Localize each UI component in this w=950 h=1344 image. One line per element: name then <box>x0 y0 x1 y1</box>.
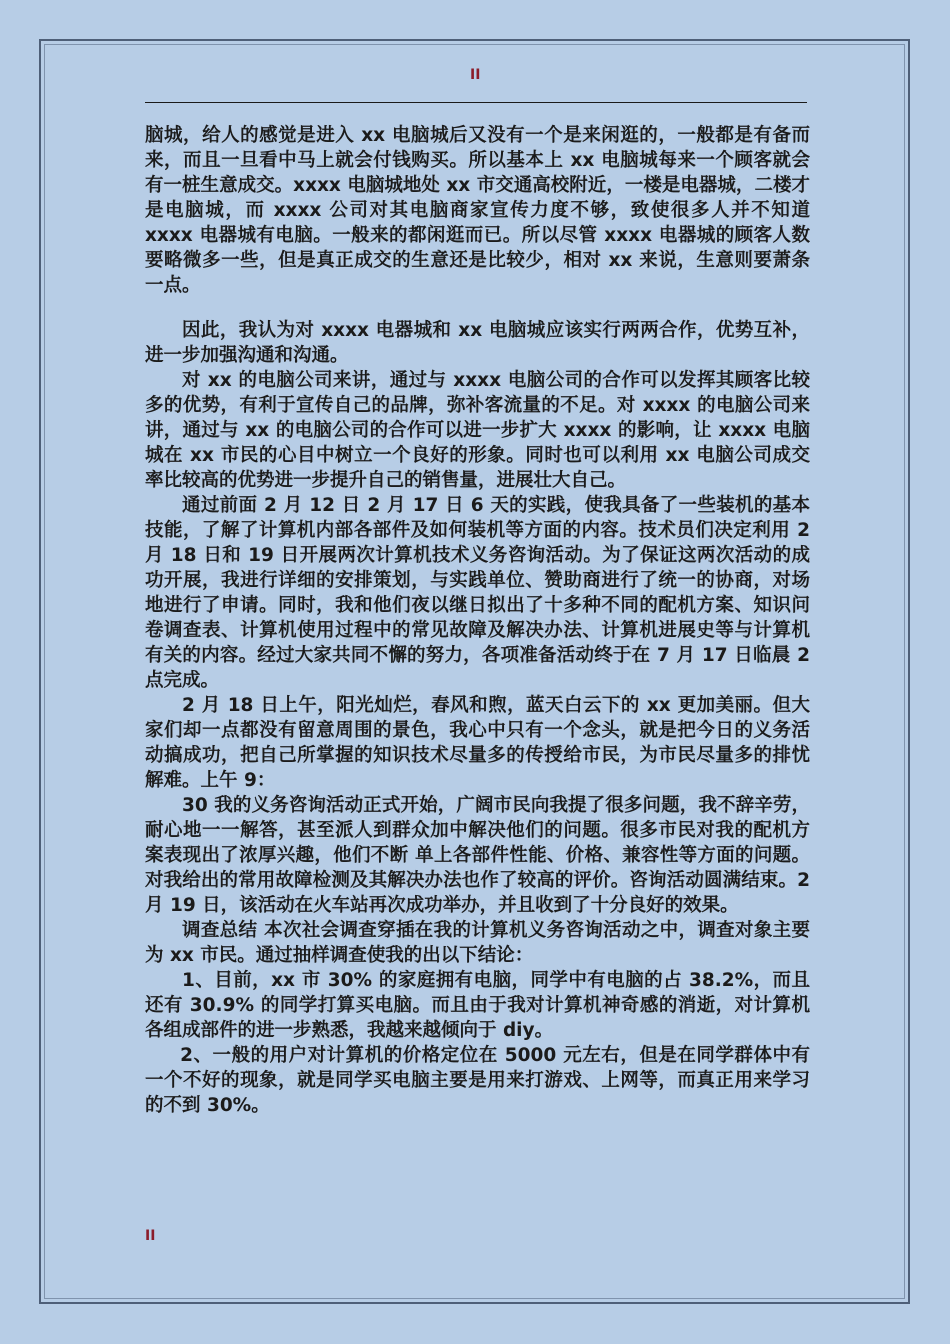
footer-mark: II <box>145 1228 156 1244</box>
paragraph: 通过前面 2 月 12 日 2 月 17 日 6 天的实践，使我具备了一些装机的基本技能，了解了计算机内部各部件及如何装机等方面的内容。技术员们决定利用 2 月 18 日和 19 日开展两次计算机技术义务咨询活动。为了保证这两次活动的成功开展，我进行详细的安排策划，与实践单位、赞助商进行了统一的协商，对场地进行了申请。同时，我和他们夜以继日拟出了十多种不同的配机方案、知识问卷调查表、计算机使用过程中的常见故障及解决办法、计算机进展史等与计算机有关的内容。经过大家共同不懈的努力，各项准备活动终于在 7 月 17 日临晨 2 点完成。 <box>145 495 810 691</box>
paragraph: 脑城，给人的感觉是进入 xx 电脑城后又没有一个是来闲逛的，一般都是有备而来，而且一旦看中马上就会付钱购买。所以基本上 xx 电脑城每来一个顾客就会有一桩生意成交。xxxx 电脑城地处 xx 市交通高校附近，一楼是电器城，二楼才是电脑城，而 xxxx 公司对其电脑商家宣传力度不够，致使很多人并不知道 xxxx 电器城有电脑。一般来的都闲逛而已。所以尽管 xxxx 电器城的顾客人数要略微多一些，但是真正成交的生意还是比较少，相对 xx 来说，生意则要萧条一点。 <box>145 125 810 296</box>
paragraph: 因此，我认为对 xxxx 电器城和 xx 电脑城应该实行两两合作，优势互补，进一步加强沟通和沟通。 <box>145 320 810 366</box>
header-rule <box>145 102 807 103</box>
paragraph: 2、一般的用户对计算机的价格定位在 5000 元左右，但是在同学群体中有一个不好的现象，就是同学买电脑主要是用来打游戏、上网等，而真正用来学习的不到 30%。 <box>145 1045 810 1116</box>
paragraph: 30 我的义务咨询活动正式开始，广阔市民向我提了很多问题，我不辞辛劳，耐心地一一解答，甚至派人到群众加中解决他们的问题。很多市民对我的配机方案表现出了浓厚兴趣，他们不断 单上各部件性能、价格、兼容性等方面的问题。对我给出的常用故障检测及其解决办法也作了较高的评价。咨询活动圆满结束。2 月 19 日，该活动在火车站再次成功举办，并且收到了十分良好的效果。 <box>145 795 810 916</box>
paragraph: 调查总结 本次社会调查穿插在我的计算机义务咨询活动之中，调查对象主要为 xx 市民。通过抽样调查使我的出以下结论： <box>145 920 810 966</box>
header-mark: II <box>470 67 481 83</box>
paragraph: 对 xx 的电脑公司来讲，通过与 xxxx 电脑公司的合作可以发挥其顾客比较多的优势，有利于宣传自己的品牌，弥补客流量的不足。对 xxxx 的电脑公司来讲，通过与 xx 的电脑公司的合作可以进一步扩大 xxxx 的影响，让 xxxx 电脑城在 xx 市民的心目中树立一个良好的形象。同时也可以利用 xx 电脑公司成交率比较高的优势进一步提升自己的销售量，进展壮大自己。 <box>145 370 810 491</box>
document-body <box>145 123 810 1118</box>
paragraph: 2 月 18 日上午，阳光灿烂，春风和煦，蓝天白云下的 xx 更加美丽。但大家们却一点都没有留意周围的景色，我心中只有一个念头，就是把今日的义务活动搞成功，把自己所掌握的知识技术尽量多的传授给市民，为市民尽量多的排忧解难。上午 9： <box>145 695 810 791</box>
paragraph: 1、目前，xx 市 30% 的家庭拥有电脑，同学中有电脑的占 38.2%，而且还有 30.9% 的同学打算买电脑。而且由于我对计算机神奇感的消逝，对计算机各组成部件的进一步熟悉，我越来越倾向于 diy。 <box>145 970 810 1041</box>
